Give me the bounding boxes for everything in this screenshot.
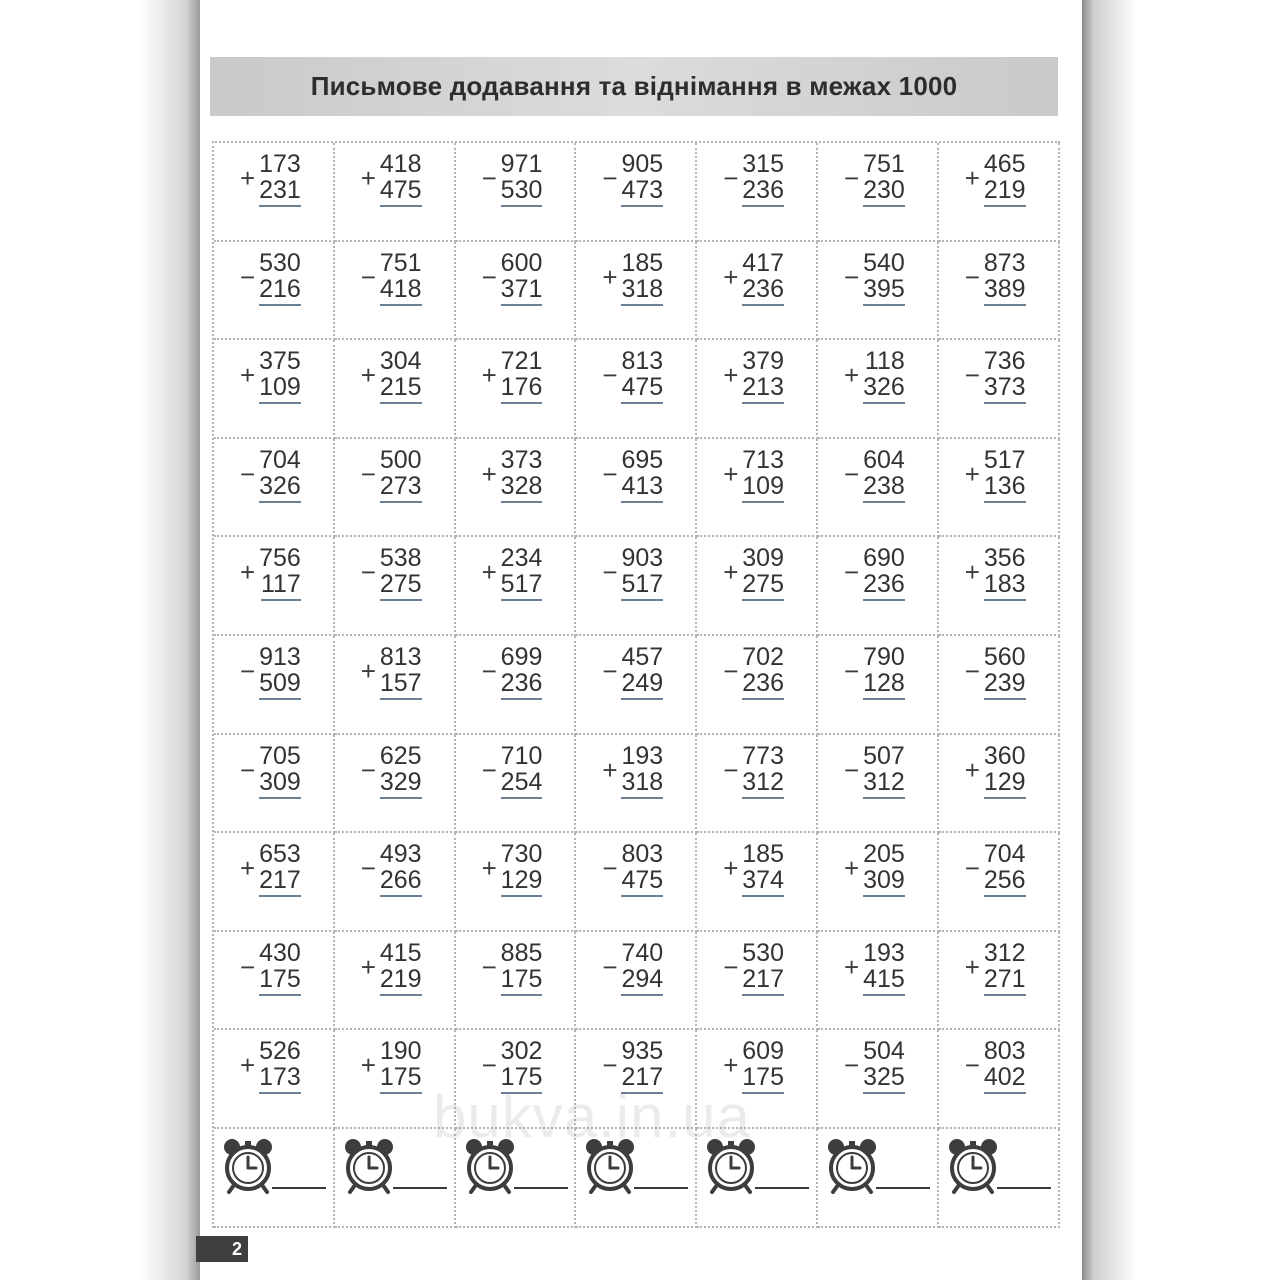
exercise-cell[interactable] — [335, 242, 456, 341]
alarm-clock-icon — [218, 1135, 278, 1195]
minus-sign: − — [481, 261, 497, 292]
exercise-cell[interactable] — [456, 537, 577, 636]
operand-top: 751 — [379, 248, 422, 277]
exercise-cell[interactable] — [214, 735, 335, 834]
plus-sign: + — [240, 853, 256, 884]
minus-sign: − — [723, 951, 739, 982]
operand-top: 373 — [500, 445, 543, 474]
exercise-cell[interactable] — [576, 932, 697, 1031]
minus-sign: − — [481, 1050, 497, 1081]
operand-top: 504 — [863, 1037, 905, 1066]
operand-bottom: 128 — [863, 670, 905, 700]
minus-sign: − — [602, 458, 618, 489]
exercise-cell[interactable] — [456, 340, 577, 439]
operand-top: 315 — [742, 150, 784, 178]
minus-sign: − — [481, 754, 497, 785]
operand-bottom: 275 — [742, 571, 784, 601]
operand-top: 690 — [863, 544, 905, 573]
plus-sign: + — [723, 853, 739, 884]
operand-top: 118 — [864, 347, 905, 376]
minus-sign: − — [843, 754, 860, 785]
watermark: bukva.in.ua — [433, 1083, 751, 1150]
exercise-cell[interactable] — [214, 340, 335, 439]
exercise-cell[interactable] — [214, 439, 335, 538]
plus-sign: + — [964, 458, 980, 489]
minus-sign: − — [964, 1050, 980, 1081]
minus-sign: − — [240, 655, 256, 686]
exercise-cell[interactable] — [939, 636, 1060, 735]
exercise-cell[interactable] — [697, 932, 818, 1031]
operand-bottom: 325 — [863, 1064, 905, 1094]
operand-top: 526 — [259, 1037, 301, 1066]
operand-bottom: 273 — [380, 473, 422, 503]
exercise-cell[interactable] — [697, 340, 818, 439]
operand-top: 193 — [863, 938, 905, 967]
minus-sign: − — [240, 458, 256, 489]
operand-top: 356 — [983, 544, 1026, 573]
exercise-cell[interactable] — [576, 242, 697, 341]
operand-top: 185 — [742, 840, 784, 869]
operand-bottom: 219 — [984, 177, 1026, 207]
exercise-cell[interactable] — [456, 439, 577, 538]
exercise-cell[interactable] — [456, 143, 577, 242]
alarm-clock-icon — [822, 1135, 882, 1195]
minus-sign: − — [964, 360, 980, 391]
operand-top: 905 — [621, 150, 664, 178]
plus-sign: + — [481, 853, 497, 884]
operand-top: 885 — [500, 938, 543, 967]
operand-bottom: 239 — [984, 670, 1026, 700]
operand-bottom: 109 — [259, 374, 301, 404]
exercise-cell[interactable] — [456, 636, 577, 735]
operand-top: 756 — [259, 544, 301, 573]
operand-top: 609 — [742, 1037, 784, 1066]
plus-sign: + — [481, 360, 497, 391]
exercise-cell[interactable] — [214, 932, 335, 1031]
plus-sign: + — [723, 458, 739, 489]
page-number: 2 — [196, 1236, 248, 1262]
operand-top: 903 — [621, 544, 664, 573]
operand-bottom: 217 — [259, 867, 301, 897]
operand-top: 704 — [259, 445, 301, 474]
operand-bottom: 473 — [621, 177, 663, 207]
time-answer-line[interactable] — [272, 1187, 326, 1189]
exercise-cell[interactable] — [818, 439, 939, 538]
operand-bottom: 294 — [621, 966, 663, 996]
operand-top: 730 — [500, 840, 543, 869]
minus-sign: − — [602, 557, 618, 588]
plus-sign: + — [843, 853, 860, 884]
operand-top: 625 — [379, 741, 422, 770]
exercise-cell[interactable] — [818, 833, 939, 932]
operand-bottom: 231 — [259, 177, 301, 207]
plus-sign: + — [964, 754, 980, 785]
plus-sign: + — [602, 754, 618, 785]
minus-sign: − — [481, 163, 497, 193]
operand-top: 736 — [983, 347, 1026, 376]
exercise-cell[interactable] — [939, 537, 1060, 636]
operand-bottom: 213 — [742, 374, 784, 404]
operand-bottom: 217 — [742, 966, 784, 996]
minus-sign: − — [723, 655, 739, 686]
exercise-cell[interactable] — [818, 636, 939, 735]
operand-top: 500 — [379, 445, 422, 474]
minus-sign: − — [723, 163, 739, 193]
plus-sign: + — [240, 1050, 256, 1081]
plus-sign: + — [481, 557, 497, 588]
operand-top: 699 — [500, 642, 543, 671]
operand-bottom: 136 — [984, 473, 1026, 503]
exercise-cell[interactable] — [818, 1030, 939, 1129]
operand-top: 190 — [379, 1037, 422, 1066]
plus-sign: + — [360, 360, 376, 391]
operand-top: 185 — [621, 248, 664, 277]
operand-top: 935 — [621, 1037, 664, 1066]
exercise-cell[interactable] — [456, 735, 577, 834]
exercise-cell[interactable] — [214, 242, 335, 341]
plus-sign: + — [240, 557, 256, 588]
minus-sign: − — [843, 458, 860, 489]
plus-sign: + — [240, 360, 256, 391]
operand-top: 309 — [742, 544, 784, 573]
operand-bottom: 215 — [380, 374, 422, 404]
minus-sign: − — [602, 853, 618, 884]
operand-bottom: 371 — [501, 276, 543, 306]
exercise-cell[interactable] — [697, 833, 818, 932]
plus-sign: + — [360, 951, 376, 982]
operand-bottom: 415 — [863, 966, 905, 996]
operand-bottom: 517 — [501, 571, 543, 601]
time-answer-line[interactable] — [393, 1187, 447, 1189]
operand-bottom: 328 — [501, 473, 543, 503]
time-cell — [939, 1129, 1060, 1228]
operand-top: 560 — [983, 642, 1026, 671]
operand-bottom: 395 — [863, 276, 905, 306]
operand-top: 790 — [863, 642, 905, 671]
exercise-cell[interactable] — [456, 932, 577, 1031]
minus-sign: − — [360, 557, 376, 588]
operand-bottom: 249 — [621, 670, 663, 700]
minus-sign: − — [964, 655, 980, 686]
exercise-grid — [212, 141, 1060, 1228]
plus-sign: + — [360, 655, 376, 686]
exercise-cell[interactable] — [335, 143, 456, 242]
operand-top: 304 — [379, 347, 422, 376]
operand-bottom: 129 — [501, 867, 543, 897]
minus-sign: − — [602, 360, 618, 391]
exercise-cell[interactable] — [697, 439, 818, 538]
exercise-cell[interactable] — [576, 439, 697, 538]
minus-sign: − — [602, 655, 618, 686]
time-cell — [818, 1129, 939, 1228]
operand-bottom: 475 — [380, 177, 422, 207]
exercise-cell[interactable] — [818, 537, 939, 636]
operand-bottom: 413 — [621, 473, 663, 503]
minus-sign: − — [843, 557, 860, 588]
operand-bottom: 109 — [742, 473, 784, 503]
operand-bottom: 236 — [863, 571, 905, 601]
title-bar — [210, 57, 1058, 116]
operand-bottom: 117 — [261, 571, 301, 601]
operand-top: 971 — [500, 150, 543, 178]
minus-sign: − — [843, 261, 860, 292]
operand-bottom: 318 — [621, 276, 663, 306]
time-answer-line[interactable] — [997, 1187, 1051, 1189]
time-answer-line[interactable] — [876, 1187, 930, 1189]
operand-bottom: 389 — [984, 276, 1026, 306]
operand-top: 803 — [983, 1037, 1026, 1066]
minus-sign: − — [360, 853, 376, 884]
plus-sign: + — [964, 163, 980, 193]
operand-bottom: 271 — [984, 966, 1026, 996]
plus-sign: + — [481, 458, 497, 489]
operand-top: 457 — [621, 642, 664, 671]
operand-top: 751 — [863, 150, 905, 178]
exercise-cell[interactable] — [576, 636, 697, 735]
operand-bottom: 238 — [863, 473, 905, 503]
operand-top: 205 — [863, 840, 905, 869]
operand-top: 913 — [259, 642, 301, 671]
exercise-cell[interactable] — [576, 537, 697, 636]
operand-bottom: 418 — [380, 276, 422, 306]
plus-sign: + — [360, 1050, 376, 1081]
exercise-cell[interactable] — [576, 340, 697, 439]
operand-top: 530 — [742, 938, 784, 967]
alarm-clock-icon — [943, 1135, 1003, 1195]
operand-bottom: 217 — [621, 1064, 663, 1094]
operand-bottom: 475 — [621, 867, 663, 897]
exercise-cell[interactable] — [697, 537, 818, 636]
operand-bottom: 312 — [863, 769, 905, 799]
operand-bottom: 236 — [742, 177, 784, 207]
exercise-cell[interactable] — [697, 143, 818, 242]
exercise-cell[interactable] — [939, 833, 1060, 932]
operand-top: 493 — [379, 840, 422, 869]
minus-sign: − — [602, 1050, 618, 1081]
exercise-cell[interactable] — [697, 636, 818, 735]
operand-bottom: 183 — [984, 571, 1026, 601]
minus-sign: − — [602, 951, 618, 982]
time-answer-line[interactable] — [634, 1187, 688, 1189]
operand-top: 418 — [379, 150, 422, 178]
operand-top: 803 — [621, 840, 664, 869]
operand-top: 653 — [259, 840, 301, 869]
exercise-cell[interactable] — [576, 143, 697, 242]
minus-sign: − — [481, 951, 497, 982]
operand-top: 375 — [259, 347, 301, 376]
operand-top: 517 — [983, 445, 1026, 474]
operand-bottom: 509 — [259, 670, 301, 700]
minus-sign: − — [360, 458, 376, 489]
operand-bottom: 373 — [984, 374, 1026, 404]
operand-top: 600 — [500, 248, 543, 277]
operand-top: 173 — [259, 150, 301, 178]
time-answer-line[interactable] — [755, 1187, 809, 1189]
exercise-cell[interactable] — [939, 735, 1060, 834]
exercise-cell[interactable] — [939, 439, 1060, 538]
operand-top: 360 — [983, 741, 1026, 770]
operand-bottom: 236 — [742, 670, 784, 700]
operand-bottom: 312 — [742, 769, 784, 799]
operand-bottom: 173 — [259, 1064, 301, 1094]
minus-sign: − — [240, 261, 256, 292]
operand-bottom: 318 — [621, 769, 663, 799]
exercise-cell[interactable] — [818, 242, 939, 341]
exercise-cell[interactable] — [335, 439, 456, 538]
time-answer-line[interactable] — [514, 1187, 568, 1189]
minus-sign: − — [481, 655, 497, 686]
exercise-cell[interactable] — [939, 932, 1060, 1031]
exercise-cell[interactable] — [456, 833, 577, 932]
operand-top: 704 — [983, 840, 1026, 869]
operand-top: 721 — [500, 347, 543, 376]
operand-bottom: 236 — [742, 276, 784, 306]
operand-top: 695 — [621, 445, 664, 474]
minus-sign: − — [964, 261, 980, 292]
operand-top: 530 — [259, 248, 301, 277]
alarm-clock-icon — [339, 1135, 399, 1195]
page-shadow-right — [1082, 0, 1280, 1280]
exercise-cell[interactable] — [214, 143, 335, 242]
minus-sign: − — [240, 951, 256, 982]
exercise-cell[interactable] — [335, 833, 456, 932]
exercise-cell[interactable] — [214, 537, 335, 636]
operand-bottom: 216 — [259, 276, 301, 306]
operand-bottom: 175 — [501, 966, 543, 996]
exercise-cell[interactable] — [939, 1030, 1060, 1129]
time-cell — [214, 1129, 335, 1228]
operand-bottom: 374 — [742, 867, 784, 897]
minus-sign: − — [723, 754, 739, 785]
plus-sign: + — [723, 261, 739, 292]
plus-sign: + — [240, 163, 256, 193]
plus-sign: + — [964, 557, 980, 588]
exercise-cell[interactable] — [576, 735, 697, 834]
operand-top: 415 — [379, 938, 422, 967]
plus-sign: + — [843, 360, 860, 391]
exercise-cell[interactable] — [939, 340, 1060, 439]
operand-top: 234 — [500, 544, 543, 573]
operand-bottom: 129 — [984, 769, 1026, 799]
exercise-cell[interactable] — [214, 1030, 335, 1129]
exercise-cell[interactable] — [214, 636, 335, 735]
operand-top: 193 — [621, 741, 664, 770]
operand-bottom: 309 — [863, 867, 905, 897]
plus-sign: + — [723, 360, 739, 391]
operand-bottom: 402 — [984, 1064, 1026, 1094]
plus-sign: + — [723, 557, 739, 588]
operand-bottom: 530 — [501, 177, 543, 207]
plus-sign: + — [964, 951, 980, 982]
exercise-cell[interactable] — [335, 340, 456, 439]
exercise-cell[interactable] — [335, 636, 456, 735]
operand-top: 604 — [863, 445, 905, 474]
exercise-cell[interactable] — [456, 242, 577, 341]
operand-top: 430 — [259, 938, 301, 967]
operand-bottom: 326 — [863, 374, 905, 404]
page-title: Письмове додавання та віднімання в межах 1000 — [310, 71, 958, 101]
operand-bottom: 157 — [380, 670, 422, 700]
operand-top: 465 — [983, 150, 1026, 178]
plus-sign: + — [360, 163, 376, 193]
exercise-cell[interactable] — [818, 143, 939, 242]
operand-bottom: 175 — [259, 966, 301, 996]
exercise-cell[interactable] — [214, 833, 335, 932]
plus-sign: + — [602, 261, 618, 292]
operand-bottom: 175 — [380, 1064, 422, 1094]
minus-sign: − — [843, 655, 860, 686]
operand-top: 538 — [379, 544, 422, 573]
operand-bottom: 254 — [501, 769, 543, 799]
minus-sign: − — [602, 163, 618, 193]
operand-top: 813 — [621, 347, 664, 376]
operand-bottom: 236 — [501, 670, 543, 700]
operand-bottom: 326 — [259, 473, 301, 503]
plus-sign: + — [843, 951, 860, 982]
operand-top: 740 — [621, 938, 664, 967]
exercise-cell[interactable] — [335, 537, 456, 636]
operand-top: 302 — [500, 1037, 543, 1066]
operand-bottom: 266 — [380, 867, 422, 897]
operand-top: 507 — [863, 741, 905, 770]
operand-top: 873 — [983, 248, 1026, 277]
operand-top: 713 — [742, 445, 784, 474]
exercise-cell[interactable] — [335, 932, 456, 1031]
operand-bottom: 275 — [380, 571, 422, 601]
operand-bottom: 175 — [501, 1064, 543, 1094]
exercise-cell[interactable] — [335, 735, 456, 834]
exercise-cell[interactable] — [818, 932, 939, 1031]
operand-bottom: 329 — [380, 769, 422, 799]
operand-bottom: 175 — [742, 1064, 784, 1094]
minus-sign: − — [843, 163, 860, 193]
exercise-cell[interactable] — [939, 242, 1060, 341]
exercise-cell[interactable] — [818, 735, 939, 834]
operand-top: 813 — [379, 642, 422, 671]
exercise-cell[interactable] — [697, 242, 818, 341]
operand-top: 773 — [742, 741, 784, 770]
minus-sign: − — [360, 754, 376, 785]
operand-bottom: 176 — [501, 374, 543, 404]
operand-top: 417 — [742, 248, 784, 277]
operand-bottom: 256 — [984, 867, 1026, 897]
minus-sign: − — [843, 1050, 860, 1081]
exercise-cell[interactable] — [576, 833, 697, 932]
minus-sign: − — [964, 853, 980, 884]
operand-top: 705 — [259, 741, 301, 770]
minus-sign: − — [360, 261, 376, 292]
exercise-cell[interactable] — [697, 735, 818, 834]
operand-top: 710 — [500, 741, 543, 770]
operand-top: 540 — [863, 248, 905, 277]
operand-top: 379 — [742, 347, 784, 376]
operand-bottom: 230 — [863, 177, 905, 207]
plus-sign: + — [723, 1050, 739, 1081]
exercise-cell[interactable] — [818, 340, 939, 439]
operand-top: 702 — [742, 642, 784, 671]
page-shadow-left — [0, 0, 200, 1280]
minus-sign: − — [240, 754, 256, 785]
operand-bottom: 309 — [259, 769, 301, 799]
operand-bottom: 475 — [621, 374, 663, 404]
operand-top: 312 — [983, 938, 1026, 967]
operand-bottom: 517 — [621, 571, 663, 601]
exercise-cell[interactable] — [939, 143, 1060, 242]
operand-bottom: 219 — [380, 966, 422, 996]
